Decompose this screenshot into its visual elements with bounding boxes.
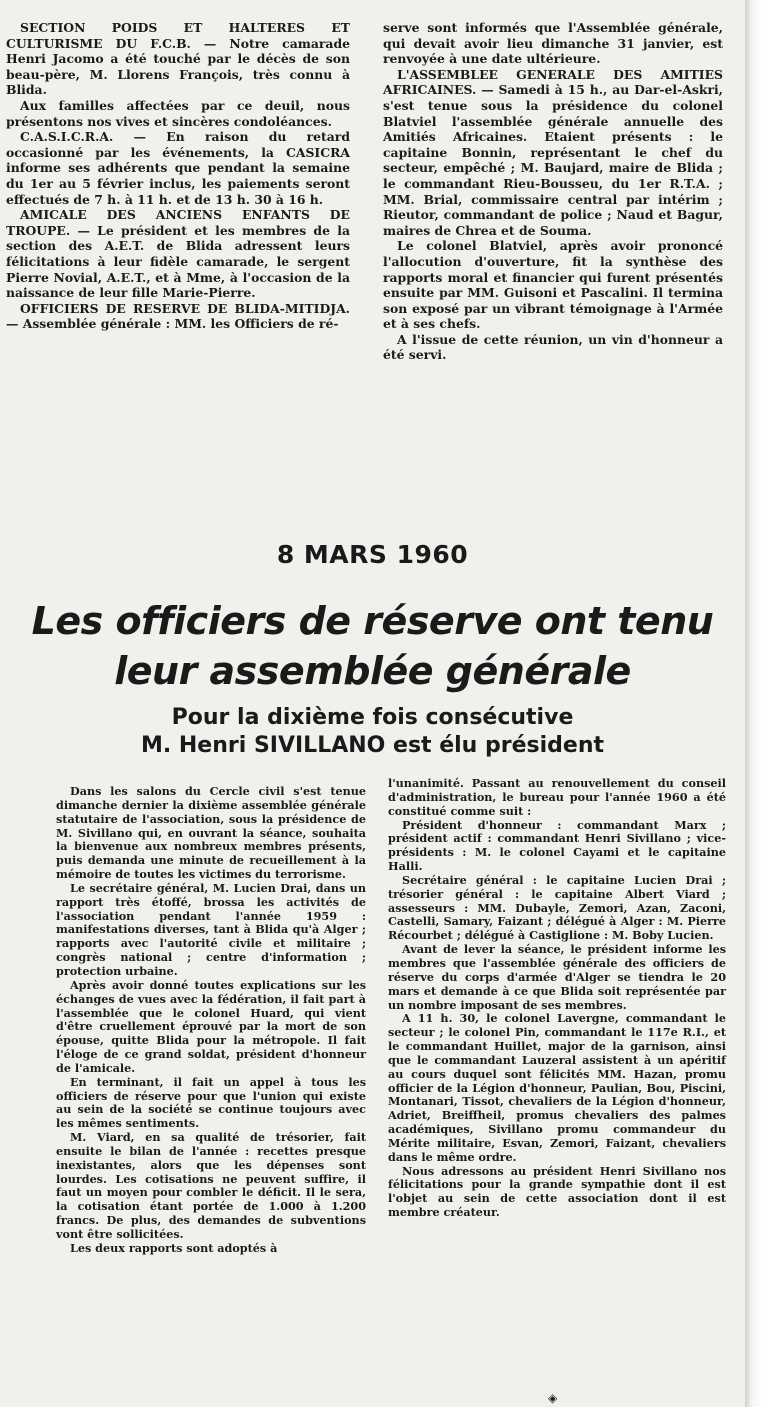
article-paragraph: En terminant, il fait un appel à tous les officiers de réserve pour que l'union qui existe au sein de la société se continue toujours avec les mêmes sentiments.: [56, 1074, 366, 1131]
article-paragraph: M. Viard, en sa qualité de trésorier, fait ensuite le bilan de l'année : recettes presque inexistantes, alors que les dépenses sont lourdes. Les cotisations ne peuvent suffire, il faut un moyen pour combler le déficit. Il le sera, la cotisation étant portée de 1.000 à 1.200 francs. De plus, des demandes de subventions vont être sollicitées.: [56, 1130, 366, 1241]
article-paragraph: A 11 h. 30, le colonel Lavergne, commandant le secteur ; le colonel Pin, commandant le 117e R.I., et le commandant Huillet, major de la garnison, ainsi que le commandant Lauzeral assistent à un apéritif au cours duquel sont félicités MM. Hazan, promu officier de la Légion d'honneur, Paulian, Bou, Piscini, Montanari, Tissot, chevaliers de la Légion d'honneur, Adriet, Breiffheil, promus chevaliers des palmes académiques, Sivillano promu commandeur du Mérite militaire, Esvan, Zemori, Faizant, chevaliers dans le même ordre.: [388, 1011, 726, 1164]
page-edge: [745, 0, 762, 1407]
notice-vin-honneur: A l'issue de cette réunion, un vin d'honneur a été servi.: [383, 331, 723, 363]
article-paragraph: Président d'honneur : commandant Marx ; président actif : commandant Henri Sivillano ; vice-présidents : M. le colonel Cayami et le capitaine Halli.: [388, 817, 726, 874]
notice-allocution: Le colonel Blatviel, après avoir prononcé l'allocution d'ouverture, fit la synthèse des rapports moral et financier qui furent présentés ensuite par MM. Guisoni et Pascalini. Il termina son exposé par un vibrant témoignage à l'Armée et à ses chefs.: [383, 238, 723, 332]
article-paragraph: Le secrétaire général, M. Lucien Drai, dans un rapport très étoffé, brossa les activités de l'association pendant l'année 1959 : manifestations diverses, tant à Blida qu'à Alger ; rapports avec l'autorité civile et militaire ; congrès national ; centre d'information ; protection urbaine.: [56, 880, 366, 978]
article-paragraph: Secrétaire général : le capitaine Lucien Drai ; trésorier général : le capitaine Albert Viard ; assesseurs : MM. Dubayle, Zemori, Azan, Zaconi, Castelli, Samary, Faizant ; délégué à Alger : M. Pierre Récourbet ; délégué à Castiglione : M. Boby Lucien.: [388, 872, 726, 943]
article-paragraph: Dans les salons du Cercle civil s'est tenue dimanche dernier la dixième assemblée générale statutaire de l'association, sous la présidence de M. Sivillano qui, en ouvrant la séance, souhaita la bienvenue aux nombreux membres présents, puis demanda une minute de recueillement à la mémoire de toutes les victimes du terrorisme.: [56, 784, 366, 882]
subheadline: [0, 704, 745, 760]
subheadline-line-2: M. Henri SIVILLANO est élu président: [140, 733, 604, 758]
headline-line-1: Les officiers de réserve ont tenu: [31, 599, 714, 643]
article-paragraph: Les deux rapports sont adoptés à: [70, 1240, 278, 1255]
article-left-column: [56, 785, 366, 1256]
ornament-icon: ◈: [548, 1391, 558, 1405]
top-right-column: [383, 20, 723, 363]
article-paragraph: Avant de lever la séance, le président informe les membres que l'assemblée générale des officiers de réserve du corps d'armée d'Alger se tiendra le 20 mars et demande à ce que Blida soit représentée par un nombre imposant de ses membres.: [388, 942, 726, 1012]
subheadline-line-1: Pour la dixième fois consécutive: [171, 705, 574, 730]
headline: [0, 596, 745, 696]
article-paragraph: Après avoir donné toutes explications sur les échanges de vues avec la fédération, il fait part à l'assemblée que le colonel Huard, qui vient d'être cruellement éprouvé par la mort de son épouse, quitte Blida pour la métropole. Il fait l'éloge de ce grand soldat, président d'honneur de l'amicale.: [56, 977, 366, 1075]
top-left-column: [6, 20, 350, 332]
notice-casicra: C.A.S.I.C.R.A. — En raison du retard occasionné par les événements, la CASICRA informe ses adhérents que pendant la semaine du 1er au 5 février inclus, les paiements seront effectués de 7 h. à 11 h. et de 13 h. 30 à 16 h.: [6, 129, 351, 207]
article-right-column: [388, 777, 726, 1220]
notice-amicale-aet: AMICALE DES ANCIENS ENFANTS DE TROUPE. — Le président et les membres de la section des A.E.T. de Blida adressent leurs félicitations à leur fidèle camarade, le sergent Pierre Novial, A.E.T., et à Mme, à l'occasion de la naissance de leur fille Marie-Pierre.: [6, 207, 350, 301]
notice-poids-halteres: SECTION POIDS ET HALTERES ET CULTURISME DU F.C.B. — Notre camarade Henri Jacomo a été touché par le décès de son beau-père, M. Llorens François, très connu à Blida.: [6, 20, 350, 98]
notice-amities-africaines: L'ASSEMBLEE GENERALE DES AMITIES AFRICAINES. — Samedi à 15 h., au Dar-el-Askri, s'est tenue sous la présidence du colonel Blatviel l'assemblée générale annuelle des Amitiés Africaines. Etaient présents : le capitaine Bonnin, représentant le chef du secteur, empêché ; M. Baujard, maire de Blida ; le commandant Rieu-Bousseu, du 1er R.T.A. ; MM. Brial, commissaire central par intérim ; Rieutor, commandant de police ; Naud et Bagur, maires de Chrea et de Souma.: [383, 66, 723, 238]
headline-line-2: leur assemblée générale: [114, 649, 631, 693]
date-kicker: 8 MARS 1960: [276, 540, 469, 569]
notice-officiers-reserve: OFFICIERS DE RESERVE DE BLIDA-MITIDJA. — Assemblée générale : MM. les Officiers de ré-: [6, 300, 350, 332]
notice-condoleances: Aux familles affectées par ce deuil, nous présentons nos vives et sincères condoléances.: [6, 97, 350, 129]
article-paragraph: Nous adressons au président Henri Sivillano nos félicitations pour la grande sympathie dont il est l'objet au sein de cette association dont il est membre créateur.: [388, 1163, 726, 1220]
article-paragraph: l'unanimité. Passant au renouvellement du conseil d'administration, le bureau pour l'année 1960 a été constitué comme suit :: [388, 776, 726, 818]
notice-report: serve sont informés que l'Assemblée générale, qui devait avoir lieu dimanche 31 janvier, est renvoyée à une date ultérieure.: [383, 20, 723, 67]
